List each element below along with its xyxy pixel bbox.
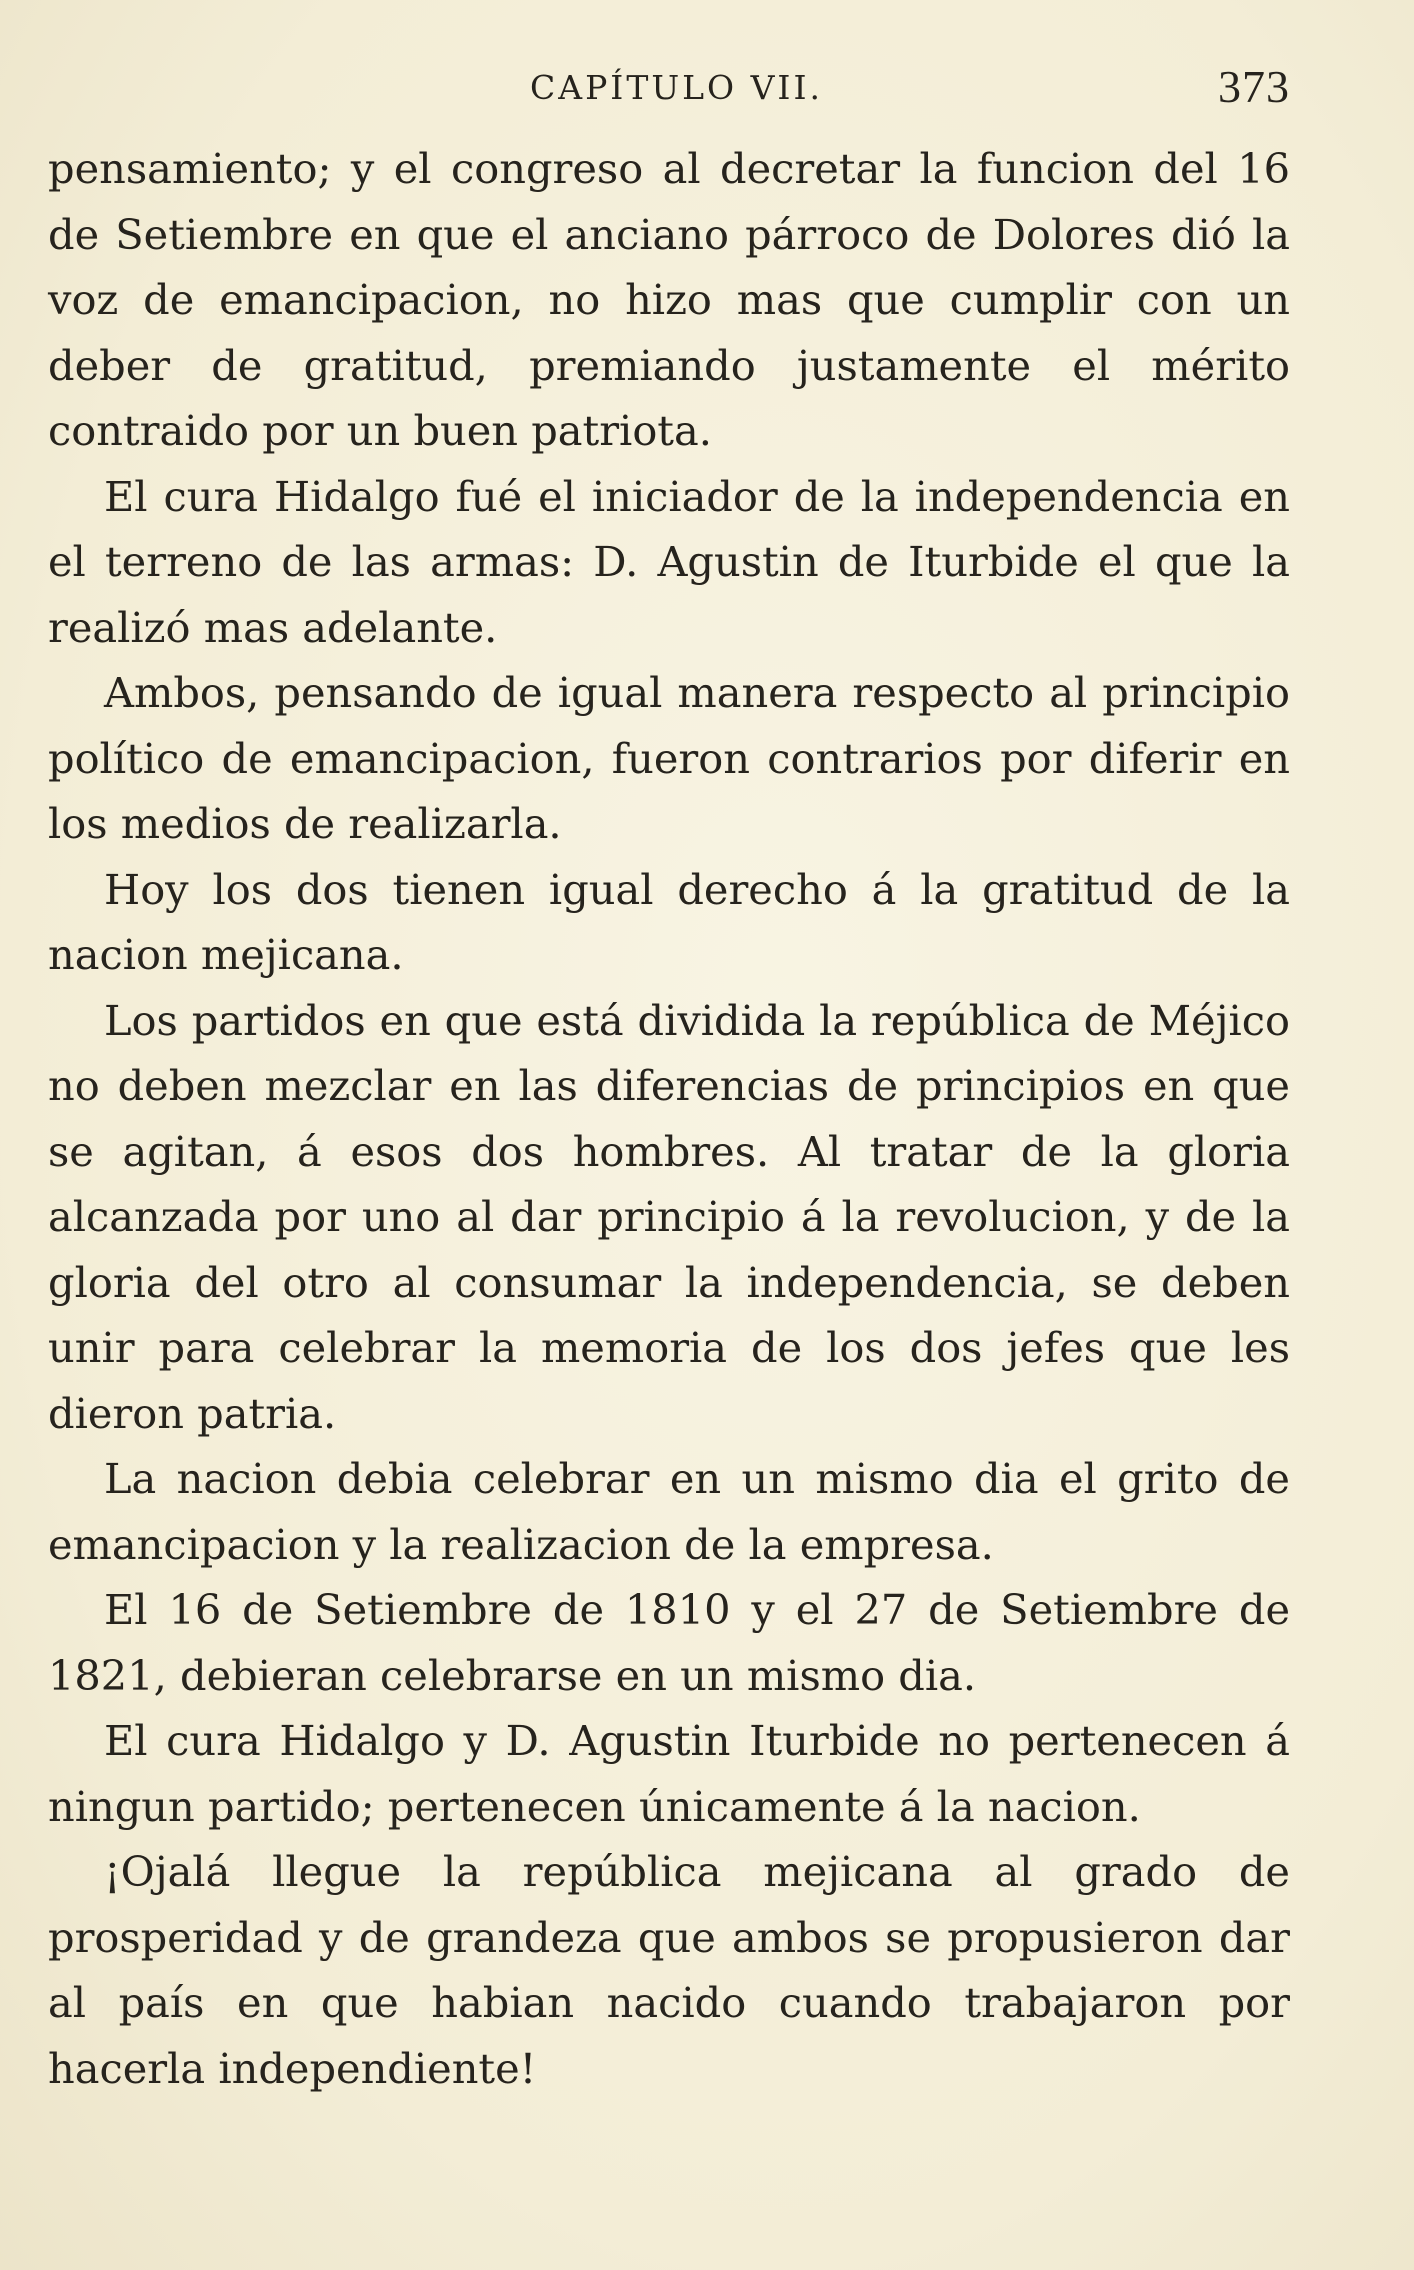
paragraph: El cura Hidalgo fué el iniciador de la independencia en el terreno de las armas: D. Agustin de Iturbide el que la realizó mas adelante. [48,471,1290,652]
paragraph: El cura Hidalgo y D. Agustin Iturbide no pertenecen á ningun partido; pertenecen únicamente á la nacion. [48,1716,1290,1831]
page-number: 373 [1218,61,1290,112]
paragraph: ¡Ojalá llegue la república mejicana al grado de prosperidad y de grandeza que ambos se propusieron dar al país en que habian nacido cuando trabajaron por hacerla independiente! [48,1847,1290,2093]
paragraph-continuation: pensamiento; y el congreso al decretar la funcion del 16 de Setiembre en que el anciano párroco de Dolores dió la voz de emancipacion, no hizo mas que cumplir con un deber de gratitud, premiando justamente el mérito contraido por un buen patriota. [48,144,1290,455]
paragraph: Ambos, pensando de igual manera respecto al principio político de emancipacion, fueron contrarios por diferir en los medios de realizarla. [48,668,1290,848]
paragraph: Los partidos en que está dividida la república de Méjico no deben mezclar en las diferencias de principios en que se agitan, á esos dos hombres. Al tratar de la gloria alcanzada por uno al dar principio á la revolucion, y de la gloria del otro al consumar la independencia, se deben unir para celebrar la memoria de los dos jefes que les dieron patria. [48,995,1290,1438]
body-text [48,136,1290,2101]
paragraph: La nacion debia celebrar en un mismo dia el grito de emancipacion y la realizacion de la empresa. [48,1454,1290,1569]
running-header [0,58,1290,118]
paragraph: El 16 de Setiembre de 1810 y el 27 de Setiembre de 1821, debieran celebrarse en un mismo dia. [48,1585,1290,1700]
chapter-title: CAPÍTULO VII. [530,68,823,107]
paragraph: Hoy los dos tienen igual derecho á la gratitud de la nacion mejicana. [48,864,1290,979]
